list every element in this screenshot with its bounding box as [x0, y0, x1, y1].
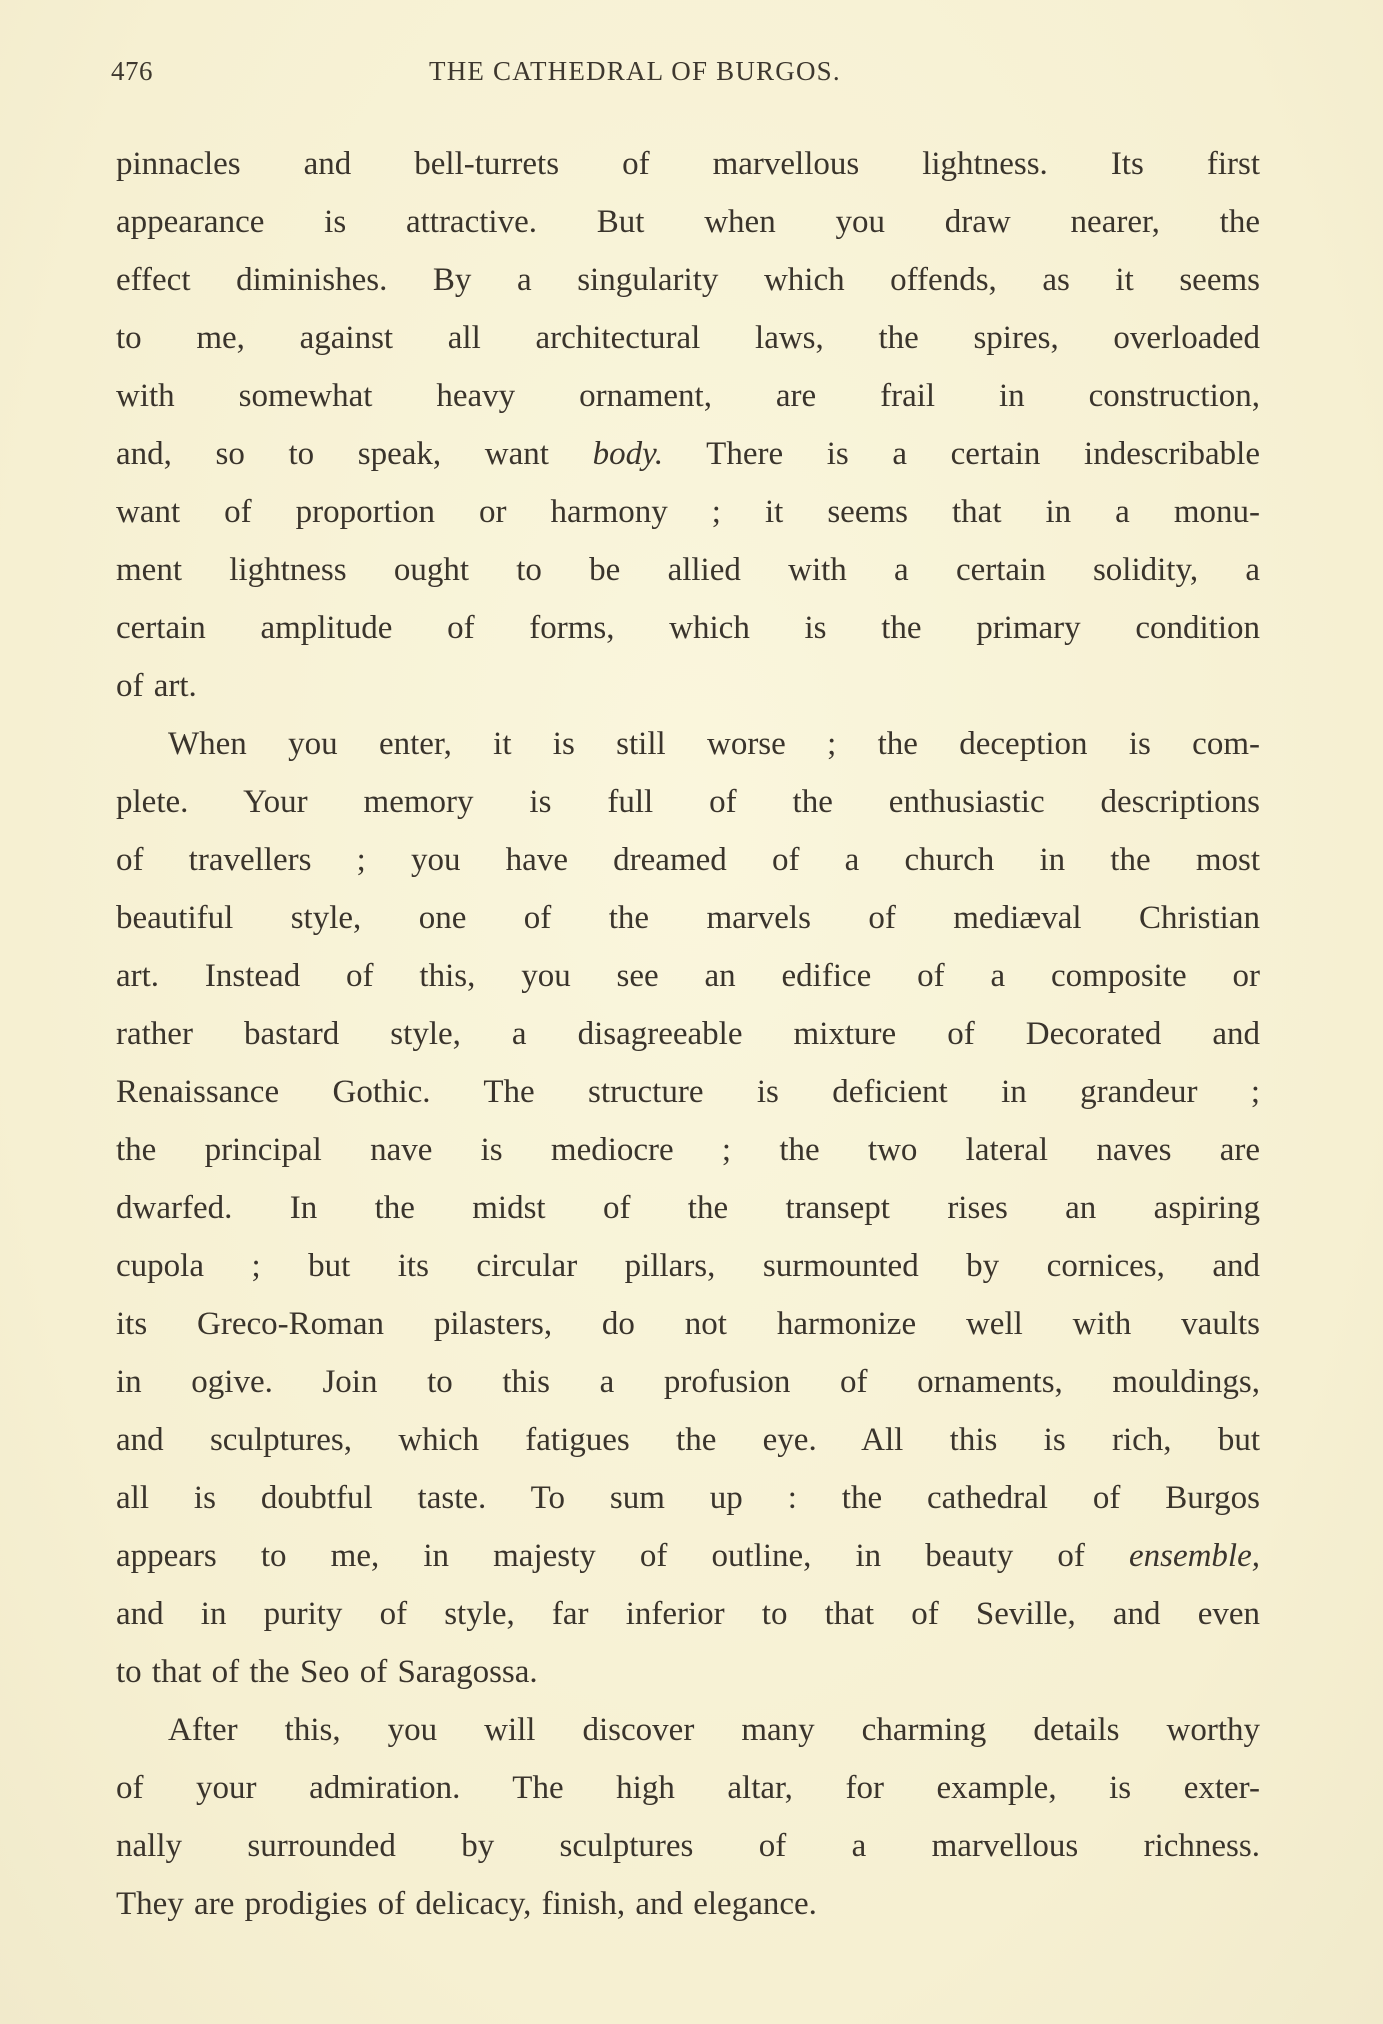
- text-line: They are prodigies of delicacy, finish, and elegance.: [116, 1886, 817, 1922]
- text-line: After this, you will discover many charming details worthy: [168, 1712, 1260, 1748]
- text-line: rather bastard style, a disagreeable mixture of Decorated and: [116, 1016, 1260, 1052]
- text-line: [116, 1527, 1260, 1585]
- text-line: [116, 425, 1260, 483]
- text-run: and, so to speak, want: [116, 436, 593, 472]
- text-line: appearance is attractive. But when you draw nearer, the: [116, 204, 1260, 240]
- page-number: 476: [111, 56, 153, 86]
- text-line: and sculptures, which fatigues the eye. All this is rich, but: [116, 1422, 1260, 1458]
- text-run: There is a certain indescribable: [663, 436, 1260, 472]
- text-line: its Greco-Roman pilasters, do not harmonize well with vaults: [116, 1306, 1260, 1342]
- text-run: appears to me, in majesty of outline, in beauty of: [116, 1538, 1129, 1574]
- text-line: dwarfed. In the midst of the transept rises an aspiring: [116, 1190, 1260, 1226]
- body-text: [116, 135, 1260, 1933]
- text-line: in ogive. Join to this a profusion of ornaments, mouldings,: [116, 1364, 1260, 1400]
- text-line: plete. Your memory is full of the enthusiastic descriptions: [116, 784, 1260, 820]
- running-head: [111, 56, 1261, 96]
- text-line: When you enter, it is still worse ; the deception is com-: [168, 726, 1260, 762]
- text-line: of travellers ; you have dreamed of a church in the most: [116, 842, 1260, 878]
- text-line: nally surrounded by sculptures of a marvellous richness.: [116, 1828, 1260, 1864]
- text-line: to that of the Seo of Saragossa.: [116, 1654, 538, 1690]
- text-line: cupola ; but its circular pillars, surmounted by cornices, and: [116, 1248, 1260, 1284]
- text-line: beautiful style, one of the marvels of mediæval Christian: [116, 900, 1260, 936]
- text-line: pinnacles and bell-turrets of marvellous lightness. Its first: [116, 146, 1260, 182]
- text-line: the principal nave is mediocre ; the two lateral naves are: [116, 1132, 1260, 1168]
- text-line: certain amplitude of forms, which is the primary condition: [116, 610, 1260, 646]
- paragraph: [116, 715, 1260, 1701]
- paragraph: [116, 135, 1260, 715]
- text-line: all is doubtful taste. To sum up : the cathedral of Burgos: [116, 1480, 1260, 1516]
- text-line: art. Instead of this, you see an edifice of a composite or: [116, 958, 1260, 994]
- paragraph: [116, 1701, 1260, 1933]
- running-title: THE CATHEDRAL OF BURGOS.: [429, 56, 841, 86]
- italic-text: body.: [592, 436, 664, 472]
- text-line: of your admiration. The high altar, for example, is exter-: [116, 1770, 1260, 1806]
- text-line: effect diminishes. By a singularity which offends, as it seems: [116, 262, 1260, 298]
- text-line: to me, against all architectural laws, the spires, overloaded: [116, 320, 1260, 356]
- text-line: with somewhat heavy ornament, are frail in construction,: [116, 378, 1260, 414]
- text-line: Renaissance Gothic. The structure is deficient in grandeur ;: [116, 1074, 1260, 1110]
- italic-text: ensemble,: [1128, 1538, 1260, 1574]
- text-line: of art.: [116, 668, 197, 704]
- text-line: want of proportion or harmony ; it seems that in a monu-: [116, 494, 1260, 530]
- text-line: ment lightness ought to be allied with a certain solidity, a: [116, 552, 1260, 588]
- text-line: and in purity of style, far inferior to that of Seville, and even: [116, 1596, 1260, 1632]
